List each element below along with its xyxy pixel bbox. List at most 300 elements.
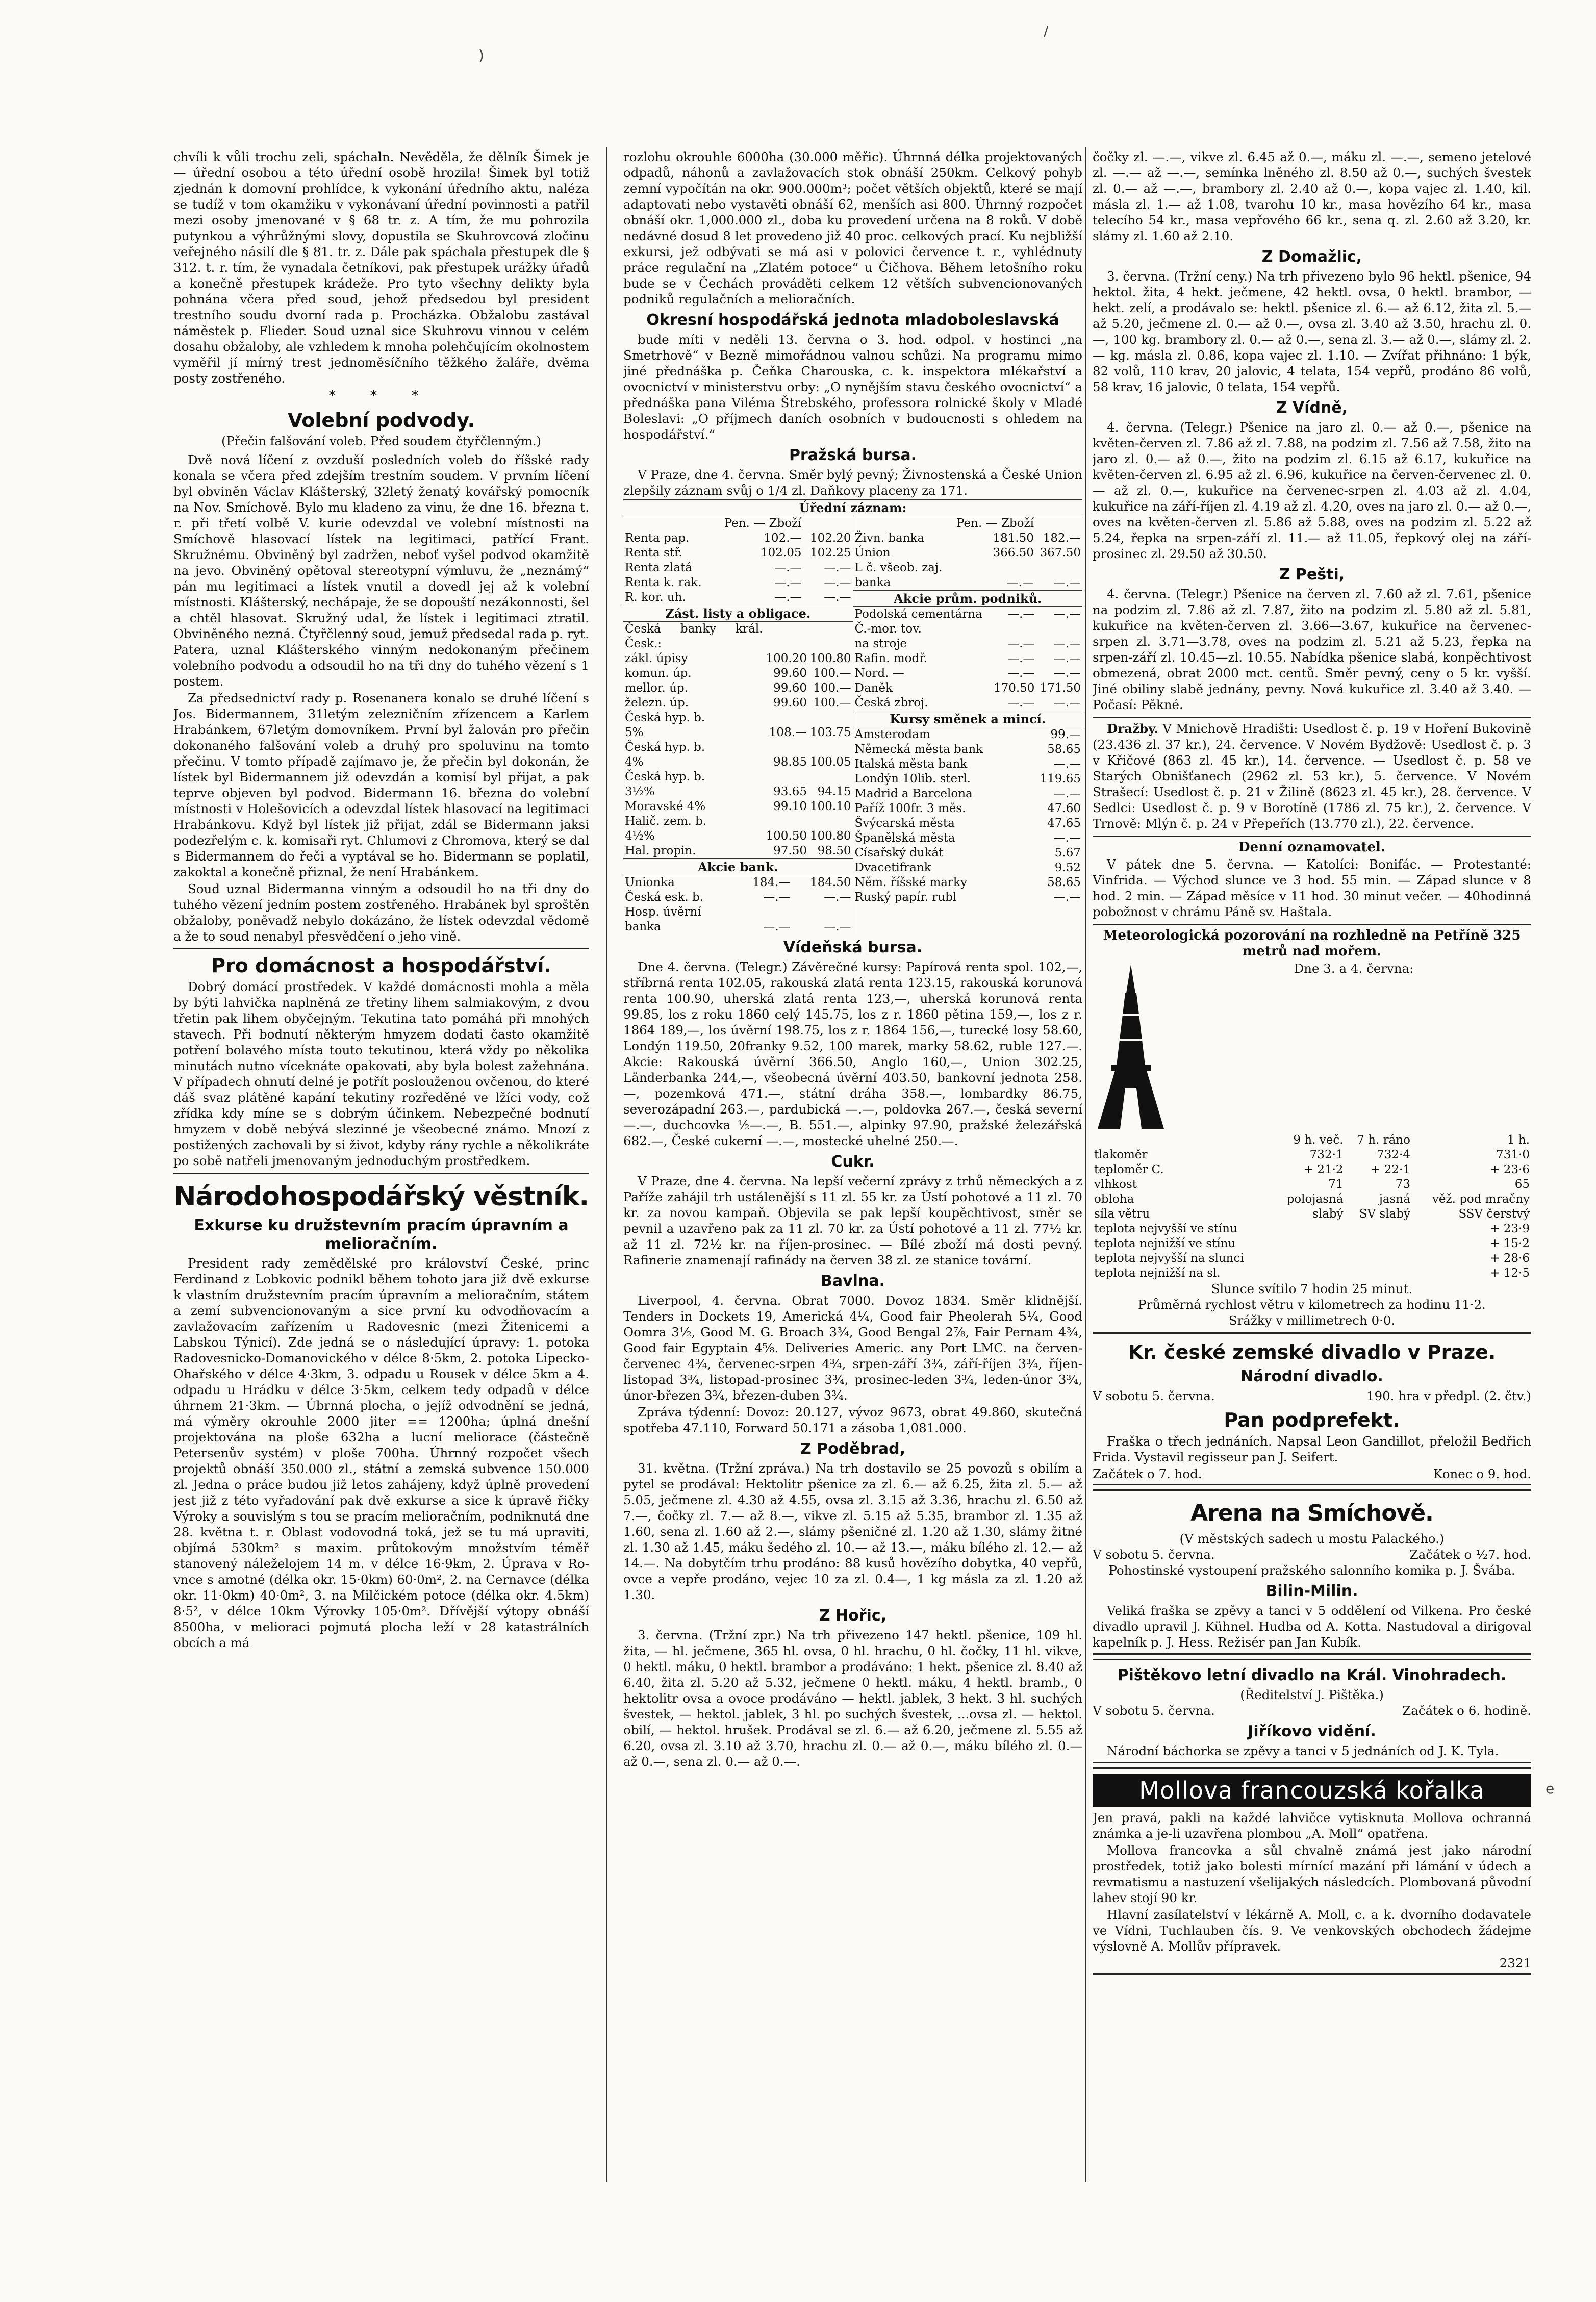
- table-row: [623, 531, 853, 546]
- table-row: [853, 875, 1083, 890]
- section-divider: [1093, 924, 1531, 925]
- headline-prazska-bursa: Pražská bursa.: [789, 446, 917, 464]
- table-row-label: 5%: [625, 726, 644, 739]
- table-row: [623, 546, 853, 561]
- table-cell-value: [990, 622, 1036, 637]
- pistek-subtitle: (Ředitelství J. Pištěka.): [1240, 1687, 1384, 1702]
- table-cell-value: —.—: [1053, 891, 1081, 904]
- table-row: [623, 770, 853, 785]
- table-cell-value: [1274, 1236, 1345, 1251]
- table-row: [1093, 1148, 1531, 1162]
- table-meteo: [1093, 1133, 1531, 1281]
- article-paragraph: 31. května. (Tržní zpráva.) Na trh dostavilo se 25 povozů s obilím a pytel se prodával: Hektolitr pšenice za zl. 6.— až 6.25, žita zl. 5.— až 5.05, ječmene zl. 4.30 až 4.55, ovsa zl. 3.15 až 3.36, hrachu zl. 6.50 až 7.—, čočky zl. 7.— až 8.—, vikve zl. 5.15 až 5.35, brambor zl. 1.35 až 1.60, sena zl. 1.60 až 2.—, slámy pšeničné zl. 1.20 až 1.30, slámy žitné zl. 1.30 až 1.45, máku šedého zl. 10.— až 13.—, máku bílého zl. 12.— až 14.—. Na dobytčím trhu prodáno: 88 kusů hovězího dobytka, 40 vepřů, ovce a vepře prodáno, vejec 10 za zl. 0.4—, 1 kg másla za zl. 1.20 až 1.30.: [623, 1461, 1082, 1602]
- page-mark-top-left: ): [478, 47, 484, 64]
- page-mark-right-edge: e: [1546, 1780, 1555, 1797]
- table-row: [853, 742, 1083, 757]
- table-row-label: Dvacetifrank: [854, 861, 931, 874]
- table-cell-value: SV slabý: [1359, 1207, 1410, 1221]
- theatre-info: 190. hra v předpl. (2. čtv.): [1366, 1388, 1531, 1403]
- table-row-label: Londýn 10lib. sterl.: [854, 772, 971, 786]
- table-cell-value: 99.60: [773, 696, 807, 710]
- table-akcie-prum: [853, 607, 1083, 711]
- table-cell-value: + 15·2: [1490, 1237, 1530, 1250]
- table-row-label: Renta pap.: [625, 532, 690, 545]
- table-row: [853, 561, 1083, 575]
- headline-meteorologicka-pozorovani: Meteorologická pozorování na rozhledně na Petříně 325 metrů nad mořem.: [1103, 928, 1521, 959]
- table-row: [1093, 1207, 1531, 1222]
- table-row-label: Madrid a Barcelona: [854, 787, 973, 800]
- table-cell-value: —.—: [1053, 637, 1081, 650]
- table-cell-value: 73: [1395, 1178, 1410, 1191]
- article-paragraph: Národní báchorka se zpěvy a tanci v 5 jednáních od J. K. Tyla.: [1107, 1743, 1499, 1758]
- headline-pesti: Z Pešti,: [1279, 566, 1345, 584]
- table-cell-value: 732·1: [1309, 1148, 1344, 1161]
- table-cell-value: + 12·5: [1490, 1267, 1530, 1280]
- article-paragraph: Hlavní zasílatelství v lékárně A. Moll, c. a k. dvorního dodavatele ve Vídni, Tuchlauben čís. 9. Ve venkovských obchodech žádejme výslovně A. Mollův přípravek.: [1093, 1907, 1531, 1954]
- label-drazby: Dražby.: [1107, 721, 1159, 736]
- table-cell-value: [808, 770, 852, 785]
- table-row-label: teplota nejvyšší na slunci: [1094, 1252, 1244, 1265]
- stock-table: [623, 516, 1082, 934]
- table-row-label: Česká banky král. Česk.:: [625, 622, 763, 650]
- table-akcie-bank: [623, 875, 853, 934]
- column-2: [623, 149, 1082, 2184]
- table-cell-value: + 23·6: [1490, 1163, 1530, 1176]
- table-cell-value: 9 h. več.: [1293, 1133, 1344, 1147]
- table-row: [623, 814, 853, 829]
- theatre-notice: [1093, 1332, 1531, 1485]
- table-cell-value: 94.15: [817, 785, 851, 798]
- table-row: [623, 829, 853, 844]
- table-row-label: teplota nejnižší na sl.: [1094, 1267, 1221, 1280]
- table-row: [853, 727, 1083, 742]
- table-row: [1093, 1162, 1531, 1177]
- table-row-label: zákl. úpisy: [625, 652, 688, 665]
- article-paragraph: Dvě nová líčení z ovzduší posledních voleb do říšské rady konala se včera před zdejším trestním soudem. V prvním líčení byl obviněn Václav Klášterský, 32letý ženatý kovářský pomocník na Nov. Smíchově. Bylo mu kladeno za vinu, že dne 16. března t. r. při třetí volbě V. kurie odevzdal ve volební místnosti na Smíchově hlasovací lístek na legitimaci, patřící Frant. Skružnému. Obviněný byl zadržen, neboť vyšel podvod okamžitě na jevo. Obviněný opětoval stereotypní výmluvu, že „neznámý“ pán mu legitimaci a lístek vnutil a dovedl jej až k volební místnosti. Klášterský, nechápaje, že se dopouští nezákonnosti, šel a chtěl hlasovat. Skružný udal, že lístek i legitimaci ztratil. Obviněného nezná. Čtyřčlenný soud, jemuž předsedal rada p. ryt. Patera, uznal Klášterského vinným nedokonaným přečinem volebního podvodu a odsoudil ho na tři dny do tuhého vězení s 1 postem.: [173, 452, 589, 689]
- table-row-label: Paříž 100fr. 3 měs.: [854, 802, 966, 815]
- table-row: [853, 757, 1083, 772]
- table-row-label: [1093, 1133, 1274, 1148]
- moll-ad-title: Mollova francouzská kořalka: [1093, 1774, 1531, 1807]
- table-row-label: Amsterodam: [854, 728, 930, 741]
- theatre-times: [1093, 1466, 1531, 1482]
- table-row-label: Česká hyp. b.: [625, 741, 705, 754]
- table-cell-value: —.—: [824, 891, 851, 904]
- table-row-label: na stroje: [854, 637, 907, 650]
- table-row: [623, 785, 853, 799]
- table-row: [853, 831, 1083, 846]
- arena-dateline: [1093, 1547, 1531, 1562]
- table-row-label: Česká esk. b.: [625, 891, 703, 904]
- table-cell-value: 71: [1328, 1178, 1344, 1191]
- meteo-block: [1093, 960, 1531, 1328]
- table-cell-value: —.—: [1053, 667, 1081, 680]
- table-cell-value: 100.50: [766, 829, 807, 843]
- table-row: [623, 711, 853, 725]
- article-paragraph: Jen pravá, pakli na každé lahvičce vytisknuta Mollova ochranná známka a je-li uzavřena plombou „A. Moll“ opatřena.: [1093, 1810, 1531, 1841]
- table-cell-value: 93.65: [773, 785, 807, 798]
- table-cell-value: —.—: [774, 561, 802, 574]
- table-row: [623, 590, 853, 605]
- table-row-label: Halič. zem. b.: [625, 815, 707, 828]
- table-cell-value: [1345, 1266, 1412, 1281]
- table-row-label: Česká hyp. b.: [625, 711, 705, 724]
- table-cell-value: 108.—: [769, 726, 807, 739]
- table-row-label: 3½%: [625, 785, 655, 798]
- column-rule: [606, 147, 607, 2182]
- table-cell-value: —.—: [1053, 696, 1081, 710]
- table-cell-value: —.—: [824, 561, 851, 574]
- table-cell-value: 58.65: [1047, 743, 1081, 756]
- table-cell-value: + 28·6: [1490, 1252, 1530, 1265]
- table-cell-value: 366.50: [993, 546, 1034, 560]
- table-cell-value: [765, 711, 808, 725]
- table-cell-value: 732·4: [1377, 1148, 1410, 1161]
- table-cell-value: —.—: [824, 576, 851, 589]
- article-paragraph: Dne 4. června. (Telegr.) Závěrečné kursy: Papírová renta spol. 102,—, stříbrná renta 102.05, rakouská zlatá renta 123.15, rakouská korunová renta 100.90, uherská zlatá renta 123,—, uherská korunová renta 99.85, los z roku 1860 celý 145.75, los z r. 1860 pětina 159,—, los z r. 1864 189,—, los úvěrní 198.75, los z r. 1864 156,—, turecké losy 58.60, Londýn 119.50, 20franky 9.52, 100 marek, marky 58.62, ruble 127.—. Akcie: Rakouská úvěrní 366.50, Anglo 160,—, Union 302.25, Länderbanka 244,—, všeobecná úvěrní 403.50, bankovní jednota 258.—, pozemková 471.—, státní dráha 358.—, lombardky 86.75, severozápadní 263.—, pardubická —.—, poldovka 267.—, česká severní —.—, duchcovka ½—.—, B. 551.—, alpinky 97.90, pražské železářská 682.—, České cukerní —.—, mostecké uhelné 250.—.: [623, 959, 1082, 1148]
- table-row-label: teploměr C.: [1094, 1163, 1164, 1176]
- table-row-label: Hal. propin.: [625, 844, 696, 857]
- article-paragraph: V Praze, dne 4. června. Směr bylý pevný; Živnostenská a České Union zlepšily záznam svůj o 1/4 zl. Daňkovy placeny za 171.: [623, 467, 1082, 498]
- headline-domazlice: Z Domažlic,: [1261, 248, 1362, 266]
- table-cell-value: —.—: [1053, 757, 1081, 771]
- table-row-label: Podolská cementárna: [854, 608, 982, 621]
- section-divider: [173, 948, 589, 949]
- headline-narodohospodarsky-vestnik: Národohospodářský věstník.: [173, 1181, 589, 1212]
- table-cell-value: —.—: [1007, 637, 1035, 650]
- table-cell-value: věž. pod mračny: [1432, 1193, 1530, 1206]
- table-cell-value: —.—: [763, 920, 791, 933]
- table-cell-value: —.—: [1053, 652, 1081, 665]
- table-cell-value: [736, 905, 792, 920]
- table-cell-value: —.—: [824, 591, 851, 604]
- headline-pan-podprefekt: Pan podprefekt.: [1224, 1409, 1400, 1431]
- headline-denni-oznamovatel: Denní oznamovatel.: [1238, 840, 1385, 855]
- table-cell-value: 98.85: [773, 755, 807, 769]
- article-paragraph: 4. června. (Telegr.) Pšenice na jaro zl. 0.— až 0.—, pšenice na květen-červen zl. 7.86 až zl. 7.88, na podzim zl. 7.56 až 7.58, žito na jaro zl. 0.— až 0.—, žito na podzim zl. 6.15 až 6.17, kukuřice na květen-červen zl. 6.95 až zl. 6.96, kukuřice na červen-červenec zl. 0.— až zl. 0.—, kukuřice na červenec-srpen zl. 4.03 až zl. 4.04, kukuřice na září-říjen zl. 4.19 až zl. 4.20, oves na jaro zl. 0.— až 0.—, oves na květen-červen zl. 5.86 až 5.88, oves na podzim zl. 5.22 až 5.24, řepka na srpen-září zl. 11.— až 11.05, řepkový olej na září-prosinec zl. 29.50 až 30.50.: [1093, 420, 1531, 561]
- table-row-label: Živn. banka: [854, 532, 925, 545]
- table-row-label: Č.-mor. tov.: [854, 622, 922, 636]
- table-row-label: mellor. úp.: [625, 681, 688, 695]
- arena-start: Začátek o ½7. hod.: [1409, 1547, 1531, 1562]
- table-cell-value: 100.—: [813, 696, 851, 710]
- table-cell-value: [1274, 1222, 1345, 1236]
- article-paragraph: V Praze, dne 4. června. Na lepší večerní zprávy z trhů německých a z Paříže zahájil trh ustálenější s 11 zl. 55 kr. za Ústí pohotové a 11 zl. 70 kr. za novou kampaň. Objevila se pak lepší koupěchtivost, směr se pevnil a uzavřeno pak za 11 zl. 70 kr. za Ústí pohotové a 11 zl. 77½ kr. až 11 zl. 72½ kr. na říjen-prosinec. — Bílé zboží má dosti pevný. Rafinerie znamenají rafinády na červen 38 zl. ze stanice tovární.: [623, 1174, 1082, 1268]
- table-cell-value: [950, 561, 1035, 575]
- table-row: [623, 651, 853, 666]
- table-cell-value: [1274, 1266, 1345, 1281]
- section-divider: [1093, 717, 1531, 718]
- table-section-title: Akcie prům. podniků.: [853, 590, 1083, 607]
- table-cell-value: 100.20: [766, 652, 807, 665]
- arena-notice: [1093, 1489, 1531, 1655]
- table-row-label: banka: [854, 576, 891, 589]
- table-cell-value: [808, 740, 852, 755]
- column-3: [1093, 149, 1531, 2184]
- table-section-title: Kursy směnek a mincí.: [853, 711, 1083, 727]
- table-cell-value: 99.10: [773, 800, 807, 813]
- headline-bilin-milin: Bilin-Milin.: [1265, 1582, 1358, 1600]
- table-cell-value: + 22·1: [1371, 1163, 1410, 1176]
- table-row-label: síla větru: [1094, 1207, 1150, 1221]
- table-row-label: [623, 516, 713, 531]
- table-cell-value: 98.50: [817, 844, 851, 857]
- table-row-label: Daněk: [854, 681, 893, 695]
- table-row: [623, 725, 853, 740]
- table-cell-value: [792, 905, 853, 920]
- table-row: [1093, 1192, 1531, 1207]
- ad-code: 2321: [1499, 1956, 1531, 1970]
- table-row: [623, 920, 853, 934]
- meteo-date: Dne 3. a 4. června:: [1294, 961, 1414, 976]
- table-cell-value: 9.52: [1054, 861, 1081, 874]
- article-paragraph: Dobrý domácí prostředek. V každé domácnosti mohla a měla by býti lahvička naplněná ze třetiny lihem salmiakovým, z dvou třetin pak lihem obyčejným. Tekutina tato pomáhá při mnohých stavech. Při bodnutí některým hmyzem dodati často okamžitě potření bolavého místa touto tekutinou, která vždy po několika minutách nutno víceknáte opakovati, aby byla bolest zažehnána. V případech ohnutí delné je potřít poslouženou ovčenou, do které dáš svaz plátěné kapání tekutiny rozředěné ve lžíci vody, což zřídka kdy míne se s dobrým účinkem. Nebezpečné bodnutí hmyzem v době nebývá slezinné je všeobecné známo. Mnozí z postižených zachovali by si život, kdyby rány rychle a několikráte po sobě natřeli jmenovaným jednoduchým prostředkem.: [173, 979, 589, 1168]
- table-row-label: Renta stř.: [625, 546, 682, 560]
- article-paragraph: Za předsednictví rady p. Rosenanera konalo se druhé líčení s Jos. Bidermannem, 31letým zelezničním zřízencem a Karlem Hrabánkem, 67letým domovníkem. První byl žalován pro přečin dokonaného falšování voleb a druhý pro spoluvinu na tomto přečinu. V tomto případě zajímavo je, že přečin byl dokonán, že lístek byl Bidermannem již odevzdán a komisí byl přijat, a pak teprve objeven byl podvod. Bidermann 16. března do volební místnosti v Holešovicích a odevzdal lístek hlasovací na legitimaci Hrabánkovu. Když byl lístek již přijat, zdál se Bidermann jaksi podezřelým c. k. komisaři ryt. Chlumovi z Chromova, který se dal s Bidermannem do řeči a vyptával se ho. Bidermann se poplatil, zakoktal a konečně přiznal, že není Hrabánkem.: [173, 691, 589, 879]
- table-row: [853, 816, 1083, 831]
- table-cell-value: [765, 814, 808, 829]
- table-cell-value: [808, 622, 852, 651]
- table-row: [623, 905, 853, 920]
- table-row-label: 4%: [625, 755, 644, 769]
- table-row: [623, 575, 853, 590]
- arena-date: V sobotu 5. června.: [1093, 1547, 1215, 1562]
- table-row-label: teplota nejnižší ve stínu: [1094, 1237, 1236, 1250]
- table-row-label: teplota nejvyšší ve stínu: [1094, 1222, 1237, 1235]
- table-row-label: Německá města bank: [854, 743, 983, 756]
- table-row: [623, 740, 853, 755]
- moll-advertisement: [1093, 1767, 1531, 1975]
- table-row: [853, 516, 1083, 531]
- table-row-label: Únion: [854, 546, 891, 560]
- table-section-title: Akcie bank.: [623, 858, 853, 875]
- table-row-label: obloha: [1094, 1193, 1134, 1206]
- table-cell-value: 100.80: [810, 829, 851, 843]
- table-cell-value: —.—: [824, 920, 851, 933]
- table-row: [623, 890, 853, 905]
- table-cell-value: 103.75: [810, 726, 851, 739]
- table-cell-value: 99.60: [773, 681, 807, 695]
- meteo-sun: Slunce svítilo 7 hodin 25 minut.: [1211, 1281, 1413, 1296]
- table-cell-value: —.—: [774, 576, 802, 589]
- table-title: Úřední záznam:: [623, 499, 1082, 516]
- theatre-start: Začátek o 7. hod.: [1093, 1466, 1202, 1481]
- table-row: [853, 890, 1083, 905]
- headline-cukr: Cukr.: [831, 1153, 875, 1171]
- table-row-label: tlakoměr: [1094, 1148, 1148, 1161]
- theatre-end: Konec o 9. hod.: [1433, 1466, 1531, 1481]
- table-cell-value: 119.65: [1040, 772, 1081, 786]
- table-row-label: Renta k. rak.: [625, 576, 702, 589]
- headline-hospodarska-jednota: Okresní hospodářská jednota mladoboleslavská: [646, 311, 1059, 329]
- table-row: [623, 799, 853, 814]
- article-paragraph: 3. června. (Tržní ceny.) Na trh přivezeno bylo 96 hektl. pšenice, 94 hektol. žita, 4 hekt. ječmene, 42 hektl. ovsa, 0 hektl. brambor, — hekt. zelí, a prodávalo se: hektl. pšenice zl. 6.— až 6.12, žita zl. 5.— až 5.20, ječmene zl. 0.— až 0.—, ovsa zl. 3.40 až 3.50, hrachu zl. 0.—, 100 kg. brambory zl. 0.— až 0.—, sena zl. 3.— až 0.—, slámy zl. 2.— kg. másla zl. 0.86, kopa vajec zl. 1.10. — Zvířat přihnáno: 1 býk, 82 volů, 110 krav, 20 jalovic, 4 telata, 154 vepřů, prodáno 86 volů, 58 krav, 16 jalovic, 0 telata, 154 vepřů.: [1093, 269, 1531, 394]
- headline-volebni-podvody: Volební podvody.: [287, 409, 475, 432]
- table-cell-value: —.—: [1007, 652, 1035, 665]
- table-row-label: Unionka: [625, 876, 675, 889]
- table-row: [853, 666, 1083, 681]
- arena-description: Pohostinské vystoupení pražského salonního komika p. J. Švába.: [1108, 1563, 1515, 1578]
- pistek-notice: [1093, 1659, 1531, 1763]
- table-cell-value: —.—: [1007, 608, 1035, 621]
- table-cell-value: 100.—: [813, 681, 851, 695]
- table-row: [1093, 1251, 1531, 1266]
- table-row-label: Něm. říšské marky: [854, 876, 967, 889]
- table-cell-value: 181.50: [993, 532, 1034, 545]
- stock-table-right: [853, 516, 1083, 934]
- theatre-date: V sobotu 5. června.: [1093, 1388, 1215, 1403]
- article-paragraph: V Mnichově Hradišti: Usedlost č. p. 19 v Hoření Bukovině (23.436 zl. 37 kr.), 24. července. V Novém Bydžově: Usedlost č. p. 3 v Křičové (863 zl. 45 kr.), 14. července. — Usedlost č. p. 58 ve Starých Obnišťanech (2962 zl. 53 kr.), 5. července. V Novém Strašecí: Usedlost č. p. 21 v Žilině (8623 zl. 45 kr.), 28. července. V Sedlci: Usedlost č. p. 9 v Borotíně (1786 zl. 75 kr.), 2. července. V Trnově: Mlýn č. p. 24 v Přepeřích (13.770 zl.), 22. července.: [1093, 721, 1531, 831]
- headline-jirikovo-videni: Jiříkovo vidění.: [1248, 1723, 1376, 1740]
- article-paragraph: 3. června. (Tržní zpr.) Na trh přivezeno 147 hektl. pšenice, 109 hl. žita, — hl. ječmene, 365 hl. ovsa, 0 hl. hrachu, 0 hl. čočky, 11 hl. vikve, 0 hektl. máku, 0 hektl. brambor a prodáváno: 1 hekt. pšenice zl. 8.40 až 6.40, žita zl. 5.20 až 5.32, ječmene 0 hektl. máku, 4 hektl. bramb., 0 hektolitr ovsa a ovoce prodáváno — hektl. jablek, 3 hekt. 3 hl. suchých švestek, — hektol. jablek, 3 hl. po suchých švestek, ...ovsa zl. — hektol. obilí, — hektol. hrušek. Prodával se zl. 6.— až 6.20, ječmene zl. 5.55 až 6.20, ovsa zl. 3.10 až 3.70, hrachu zl. 0.— až 0.—, máku bílého zl. 0.— až 0.—, sena zl. 0.— až 0.—.: [623, 1628, 1082, 1769]
- table-cell-value: [765, 622, 808, 651]
- column-rule: [1085, 147, 1086, 2182]
- headline-videnska-bursa: Vídeňská bursa.: [783, 939, 923, 956]
- table-row: [623, 516, 853, 531]
- table-cell-value: 97.50: [773, 844, 807, 857]
- table-banky: [853, 516, 1083, 590]
- table-row: [853, 607, 1083, 622]
- headline-narodni-divadlo: Národní divadlo.: [1240, 1368, 1383, 1385]
- table-row: [853, 787, 1083, 801]
- headline-podebrady: Z Poděbrad,: [800, 1440, 905, 1458]
- section-divider: [1093, 836, 1531, 837]
- table-cell-value: Pen. — Zboží: [956, 517, 1034, 530]
- table-row: [853, 575, 1083, 590]
- table-row: [623, 755, 853, 770]
- table-cell-value: + 21·2: [1303, 1163, 1344, 1176]
- table-row: [853, 861, 1083, 875]
- article-paragraph: 4. června. (Telegr.) Pšenice na červen zl. 7.60 až zl. 7.61, pšenice na podzim zl. 7.86 až zl. 7.87, žito na podzim zl. 5.80 až zl. 5.81, kukuřice na květen-červen zl. 3.66—3.67, kukuřice na červenec-srpen zl. 3.71—3.78, oves na podzim zl. 5.21 až 5.23, řepka na srpen-září zl. 10.45—zl. 10.55. Nabídka pšenice slabá, konpěchtivost obmezená, obrat 2000 mct. centů. Směr pevný, ceny o 5 kr. vyšší. Jiné obiliny slabě jednány, pevny. Nová kukuřice zl. 3.40 až 3.40. — Počasí: Pěkné.: [1093, 587, 1531, 712]
- table-row: [853, 846, 1083, 861]
- table-row-label: Španělská města: [854, 831, 955, 845]
- table-row: [853, 801, 1083, 816]
- table-row-label: Renta zlatá: [625, 561, 693, 574]
- table-cell-value: 1 h.: [1507, 1133, 1530, 1147]
- table-cell-value: 100.05: [810, 755, 851, 769]
- table-cell-value: [1345, 1222, 1412, 1236]
- table-cell-value: 99.—: [1050, 728, 1081, 741]
- table-cell-value: 7 h. ráno: [1357, 1133, 1410, 1147]
- table-renta: [623, 516, 853, 605]
- table-cell-value: [808, 711, 852, 725]
- section-divider: [173, 1173, 589, 1174]
- table-cell-value: [1345, 1251, 1412, 1266]
- table-cell-value: 731·0: [1496, 1148, 1530, 1161]
- table-row: [623, 622, 853, 651]
- table-row-label: komun. úp.: [625, 667, 692, 680]
- headline-pistekovo-divadlo: Pištěkovo letní divadlo na Král. Vinohradech.: [1117, 1666, 1507, 1684]
- table-row: [623, 696, 853, 711]
- table-section-title: Zást. listy a obligace.: [623, 605, 853, 622]
- article-paragraph: čočky zl. —.—, vikve zl. 6.45 až 0.—, máku zl. —.—, semeno jetelové zl. —.— až —.—, semínka lněného zl. 8.50 až 0.—, suchých švestek zl. 0.— až —.—, brambory zl. 2.40 až 0.—, kopa vajec zl. 1.40, kil. másla zl. 1.— až 1.08, tvarohu 10 kr., masa hovězího 64 kr., masa telecího 54 kr., masa vepřového 66 kr., sena q. zl. 2.60 až 3.20, kr. slámy zl. 1.60 až 2.10.: [1093, 149, 1531, 243]
- table-row: [1093, 1266, 1531, 1281]
- table-cell-value: Pen. — Zboží: [724, 517, 802, 530]
- table-row-label: L č. všeob. zaj.: [854, 561, 943, 574]
- table-cell-value: 58.65: [1047, 876, 1081, 889]
- table-cell-value: + 23·9: [1490, 1222, 1530, 1235]
- table-row: [623, 875, 853, 890]
- table-row-label: Moravské 4%: [625, 800, 706, 813]
- table-row-label: [853, 516, 950, 531]
- table-cell-value: —.—: [774, 591, 802, 604]
- table-row: [853, 546, 1083, 561]
- table-cell-value: 100.10: [810, 800, 851, 813]
- column-1: [173, 149, 589, 2184]
- table-cell-value: —.—: [1053, 576, 1081, 589]
- table-cell-value: [1274, 1251, 1345, 1266]
- petrin-tower-icon: [1093, 963, 1169, 1131]
- page-mark-top-right: /: [1044, 22, 1049, 39]
- article-paragraph: chvíli k vůli trochu zeli, spáchaln. Nevěděla, že dělník Šimek je — úřední osobou a této úřední osobě hrozila! Šimek byl totiž zjednán k domovní prohlídce, k vykonání úředního aktu, naléza se tudíž v tom okamžiku v vykonávaní úřední povinnosti a patřil mezi osoby jmenované v § 68 tr. z. A tím, že mu pohrozila putynkou a výhrůžnými slovy, dopustila se Skuhrovcová zločinu veřejného násilí dle § 81. tr. z. Dále pak spáchala přestupek dle § 312. t. r. tím, že vynadala četníkovi, pak přestupek urážky úřadů a konečně přestupek krádeže. Pro tyto všechny delikty byla pohnána včera před soud, jehož předsedou byl president trestního soudu dvorní rada p. Procházka. Obžalobu zastával náměstek p. Flieder. Soud uznal sice Skuhrovu vinnou v celém dosahu obžaloby, ale vzhledem k mnoha polehčujícím okolnostem vyměřil jí mírný trest jednoměsíčního těžkého žaláře, dvěma posty zostřeného.: [173, 149, 589, 386]
- table-row-label: Císařský dukát: [854, 846, 944, 859]
- table-cell-value: —.—: [1007, 696, 1035, 710]
- table-row: [623, 681, 853, 696]
- table-cell-value: 367.50: [1040, 546, 1081, 560]
- table-row-label: vlhkost: [1094, 1178, 1137, 1191]
- table-row-label: Česká hyp. b.: [625, 770, 705, 783]
- table-cell-value: [765, 770, 808, 785]
- table-row: [1093, 1236, 1531, 1251]
- table-cell-value: SSV čerstvý: [1458, 1207, 1530, 1221]
- headline-zemske-divadlo: Kr. české zemské divadlo v Praze.: [1128, 1341, 1496, 1363]
- table-row: [853, 637, 1083, 651]
- table-cell-value: 102.05: [761, 546, 802, 560]
- table-cell-value: 65: [1514, 1178, 1530, 1191]
- article-paragraph: Liverpool, 4. června. Obrat 7000. Dovoz 1834. Směr klidnější. Tenders in Dockets 19, Americká 4¼, Good fair Pheolerah 5¼, Good Oomra 3½, Good M. G. Broach 3¾, Good Bengal 2⅞, Fair Pernam 4¾, Good fair Egyptain 4⅝. Deliveries Americ. any Port LMC. na červen-červenec 4¾, červenec-srpen 4¾, srpen-září 3¾, září-říjen 3¾, říjen-listopad 3¾, listopad-prosinec 3¾, prosinec-leden 3¾, leden-únor 3¾, únor-březen 3¾, březen-duben 3¾.: [623, 1293, 1082, 1403]
- table-row: [623, 666, 853, 681]
- table-cell-value: —.—: [1053, 608, 1081, 621]
- ornament-divider: * * *: [328, 388, 434, 403]
- table-cell-value: 99.60: [773, 667, 807, 680]
- table-cell-value: [765, 740, 808, 755]
- table-row-label: banka: [625, 920, 661, 933]
- table-cell-value: 100.—: [813, 667, 851, 680]
- table-row-label: Italská města bank: [854, 757, 968, 771]
- table-cell-value: 171.50: [1040, 681, 1081, 695]
- article-paragraph: Fraška o třech jednáních. Napsal Leon Gandillot, přeložil Bedřich Frida. Vystavil regisseur pan J. Seifert.: [1093, 1434, 1531, 1464]
- meteo-wind: Průměrná rychlost větru v kilometrech za hodinu 11·2.: [1138, 1297, 1486, 1312]
- table-cell-value: 102.—: [764, 532, 802, 545]
- pistek-date: V sobotu 5. června.: [1093, 1703, 1215, 1718]
- table-row: [853, 696, 1083, 711]
- table-cell-value: —.—: [1053, 831, 1081, 845]
- meteo-rain: Srážky v millimetrech 0·0.: [1228, 1313, 1396, 1328]
- table-cell-value: [1036, 622, 1082, 637]
- article-paragraph: bude míti v neděli 13. června o 3. hod. odpol. v hostinci „na Smetrhově“ v Bezně mimořádnou valnou schůzi. Na programu mimo jiné přednáška p. Čeňka Charouska, c. k. inspektora mlékařství a ovocnictví v ministerstvu orby: „O nynějším stavu českého ovocnictví“ a přednáška pana Viléma Štrebského, professora rolnické školy v Mladé Boleslavi: „O příjmech daních osobních v budoucnosti s ohledem na hospodářství.“: [623, 332, 1082, 442]
- table-row-label: Ruský papír. rubl: [854, 891, 957, 904]
- table-cell-value: 47.60: [1047, 802, 1081, 815]
- table-row: [853, 531, 1083, 546]
- pistek-start: Začátek o 6. hodině.: [1402, 1703, 1531, 1718]
- table-cell-value: [1035, 561, 1082, 575]
- article-paragraph: rozlohu okrouhle 6000ha (30.000 měřic). Úhrnná délka projektovaných odpadů, náhonů a zavlažovacích stok obnáší 250km. Celkový pohyb zemní vypočítán na okr. 900.000m³; počet větších objektů, které se mají adaptovati nebo vystavěti obnáší 62, menších asi 800. Úhrnný rozpočet obnáší okr. 1,000.000 zl., doba ku provedení určena na 8 roků. V době nedávné dosud 8 let provedeno již 40 proc. celkových prací. Ku nejbližší exkursi, jež odbývati se má asi v polovici července t. r., vyhlédnuty práce regulační na „Zlatém potoce“ u Čičhova. Během letošního roku bude se v Čechách prováděti celkem 12 větších subvencionovaných podniků regulačních a melioračních.: [623, 149, 1082, 307]
- table-row: [1093, 1177, 1531, 1192]
- table-row-label: Rafin. modř.: [854, 652, 927, 665]
- table-row-label: Česká zbroj.: [854, 696, 928, 710]
- table-cell-value: jasná: [1379, 1193, 1410, 1206]
- table-cell-value: [1345, 1236, 1412, 1251]
- table-cell-value: 5.67: [1054, 846, 1081, 859]
- table-row: [853, 772, 1083, 787]
- table-cell-value: —.—: [763, 891, 791, 904]
- table-zastavni-listy: [623, 622, 853, 858]
- table-row: [1093, 1133, 1531, 1148]
- arena-subtitle: (V městských sadech u mostu Palackého.): [1179, 1531, 1445, 1546]
- table-row: [853, 622, 1083, 637]
- headline-exkurse: Exkurse ku družstevním pracím úpravním a melioračním.: [194, 1217, 569, 1253]
- table-row-label: Švýcarská města: [854, 817, 955, 830]
